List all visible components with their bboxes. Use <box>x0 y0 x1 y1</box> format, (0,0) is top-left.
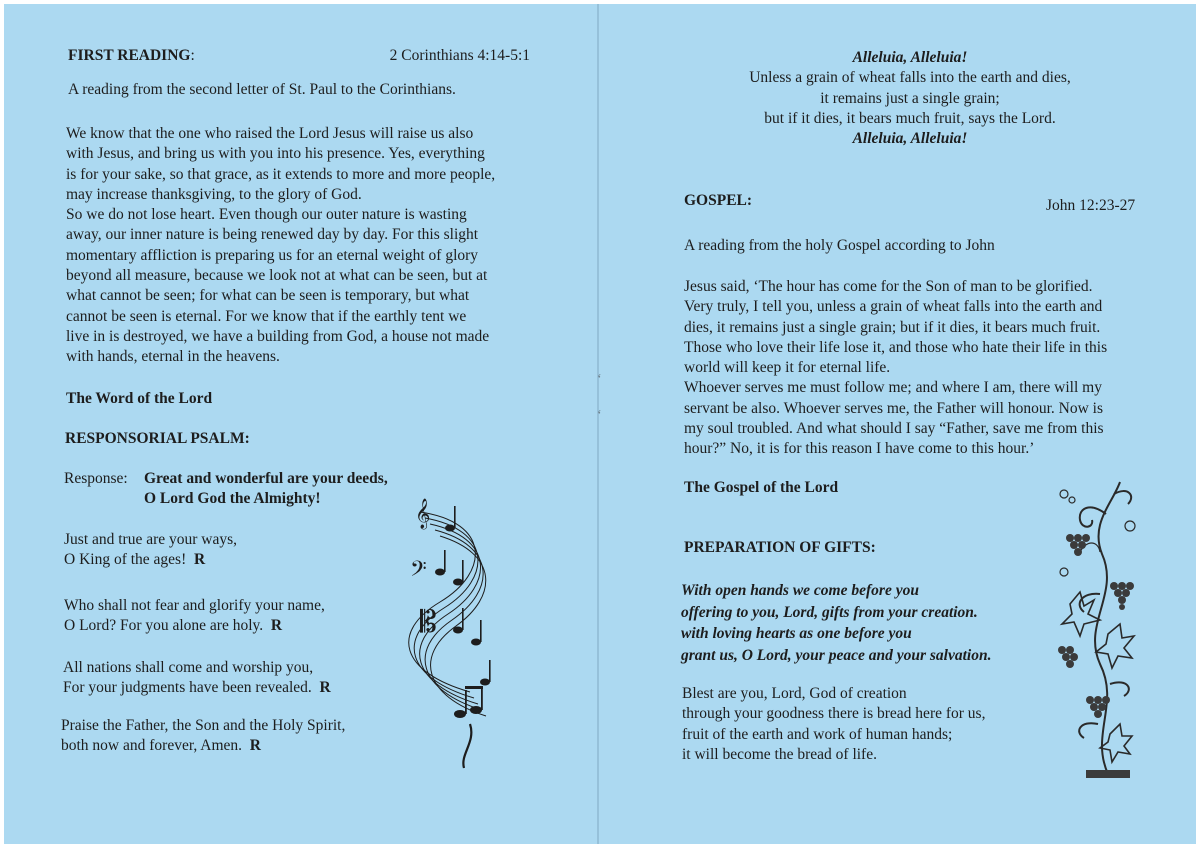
alleluia-line: it remains just a single grain; <box>820 89 1000 107</box>
alleluia-line: but if it dies, it bears much fruit, says the Lord. <box>764 109 1056 127</box>
word-of-the-lord: The Word of the Lord <box>66 390 213 407</box>
hymn-line: offering to you, Lord, gifts from your creation. <box>681 603 978 621</box>
gospel-line: Very truly, I tell you, unless a grain of wheat falls into the earth and <box>684 298 1103 316</box>
first-reading-line: may increase thanksgiving, to the glory of God. <box>66 185 362 203</box>
gospel-line: world will keep it for eternal life. <box>684 359 891 377</box>
first-reading-line: away, our inner nature is being renewed day by day. For this slight <box>66 226 479 244</box>
first-reading-heading: FIRST READING <box>68 47 191 64</box>
music-notes-icon <box>380 492 530 772</box>
page-fold <box>597 4 599 844</box>
gospel-line: Those who love their life lose it, and those who hate their life in this <box>684 338 1108 356</box>
alleluia-acclamation: Alleluia, Alleluia! <box>852 130 968 148</box>
psalm-stanza <box>61 716 345 757</box>
svg-text:𝄢: 𝄢 <box>410 557 427 587</box>
gospel-line: servant be also. Whoever serves me, the Father will honour. Now is <box>684 399 1103 417</box>
staple-mark-bottom: ‘ <box>597 408 602 423</box>
gospel-reference: John 12:23-27 <box>1046 197 1136 214</box>
alleluia-verse <box>700 48 1120 149</box>
stanza-line: For your judgments have been revealed. <box>63 679 312 697</box>
prayer-line: it will become the bread of life. <box>682 745 877 763</box>
gifts-hymn <box>681 580 991 666</box>
first-reading-line: beyond all measure, because we look not at what can be seen, but at <box>66 267 488 285</box>
psalm-stanza <box>64 596 325 637</box>
response-label: Response: <box>64 470 128 487</box>
stanza-line: Who shall not fear and glorify your name, <box>64 597 325 614</box>
first-reading-line: with Jesus, and bring us with you into his presence. Yes, everything <box>66 145 485 163</box>
gospel-body <box>684 277 1154 460</box>
gospel-line: hour?” No, it is for this reason I have come to this hour.’ <box>684 440 1035 458</box>
first-reading-heading-colon: : <box>190 47 195 64</box>
stanza-line: both now and forever, Amen. <box>61 737 243 755</box>
first-reading-intro: A reading from the second letter of St. Paul to the Corinthians. <box>68 81 456 98</box>
psalm-heading: RESPONSORIAL PSALM: <box>65 430 250 447</box>
gospel-of-the-lord: The Gospel of the Lord <box>684 479 839 496</box>
stanza-line: O King of the ages! <box>64 551 187 569</box>
first-reading-body <box>66 124 536 368</box>
gospel-intro: A reading from the holy Gospel according to John <box>684 237 995 254</box>
first-reading-line: momentary affliction is preparing us for an eternal weight of glory <box>66 246 479 264</box>
first-reading-header <box>68 46 530 66</box>
prayer-line: fruit of the earth and work of human hands; <box>682 725 953 743</box>
stanza-line: Just and true are your ways, <box>64 531 238 548</box>
offertory-prayer <box>682 684 985 765</box>
first-reading-line: what cannot be seen; for what can be seen is temporary, but what <box>66 287 470 305</box>
gospel-heading: GOSPEL: <box>684 192 753 209</box>
stanza-line: All nations shall come and worship you, <box>63 659 314 676</box>
svg-text:𝄞: 𝄞 <box>415 499 431 529</box>
stanza-line: Praise the Father, the Son and the Holy Spirit, <box>61 717 346 734</box>
prayer-line: Blest are you, Lord, God of creation <box>682 685 907 702</box>
first-reading-line: So we do not lose heart. Even though our outer nature is wasting <box>66 206 467 224</box>
psalm-stanza <box>63 658 331 699</box>
alleluia-line: Unless a grain of wheat falls into the earth and dies, <box>749 69 1071 87</box>
psalm-stanza <box>64 530 237 571</box>
gospel-line: dies, it remains just a single grain; but if it dies, it bears much fruit. <box>684 318 1101 336</box>
staple-mark-top: ‘ <box>597 372 602 387</box>
response-marker: R <box>194 551 206 569</box>
hymn-line: grant us, O Lord, your peace and your salvation. <box>681 646 992 664</box>
response-marker: R <box>249 737 261 755</box>
response-marker: R <box>319 679 331 697</box>
hymn-line: With open hands we come before you <box>681 582 919 599</box>
first-reading-line: is for your sake, so that grace, as it extends to more and more people, <box>66 165 496 183</box>
first-reading-line: cannot be seen is eternal. For we know that if the earthly tent we <box>66 307 467 325</box>
svg-text:𝄡: 𝄡 <box>420 605 437 640</box>
stanza-line: O Lord? For you alone are holy. <box>64 617 264 635</box>
first-reading-line: live in is destroyed, we have a building from God, a house not made <box>66 327 490 345</box>
response-line: Great and wonderful are your deeds, <box>144 470 388 487</box>
response-line: O Lord God the Almighty! <box>144 490 321 508</box>
grapevine-icon <box>1050 474 1140 780</box>
gospel-line: Whoever serves me must follow me; and where I am, there will my <box>684 379 1102 397</box>
alleluia-acclamation: Alleluia, Alleluia! <box>852 49 968 66</box>
gifts-heading: PREPARATION OF GIFTS: <box>684 539 876 556</box>
prayer-line: through your goodness there is bread here for us, <box>682 705 986 723</box>
hymn-line: with loving hearts as one before you <box>681 625 912 642</box>
first-reading-reference: 2 Corinthians 4:14-5:1 <box>389 47 530 64</box>
first-reading-line: with hands, eternal in the heavens. <box>66 348 280 366</box>
gospel-line: my soul troubled. And what should I say “Father, save me from this <box>684 420 1104 438</box>
response-marker: R <box>270 617 283 635</box>
gospel-line: Jesus said, ‘The hour has come for the Son of man to be glorified. <box>684 278 1093 295</box>
first-reading-line: We know that the one who raised the Lord Jesus will raise us also <box>66 125 474 142</box>
